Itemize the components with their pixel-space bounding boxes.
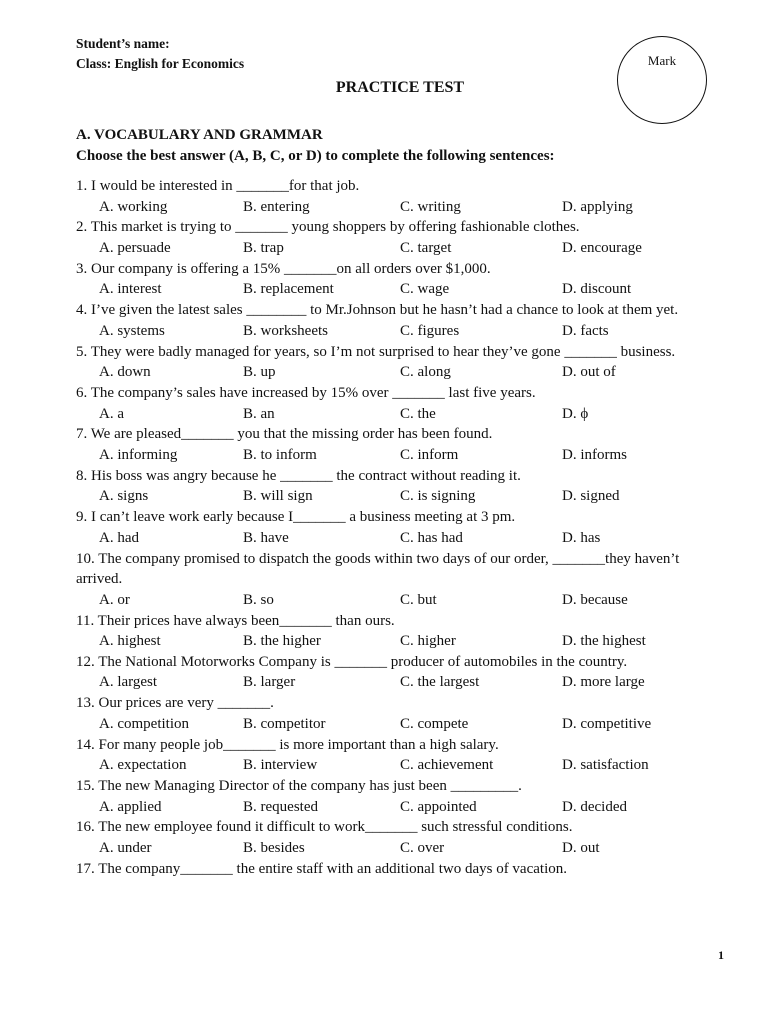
question-list (76, 176, 726, 879)
answer-option-a[interactable]: A. applied (99, 798, 162, 815)
question-text: 11. Their prices have always been_______ than ours. (76, 612, 395, 629)
answer-option-b[interactable]: B. so (243, 591, 274, 608)
question-text: 6. The company’s sales have increased by 15% over _______ last five years. (76, 384, 536, 401)
answer-options (76, 797, 726, 818)
answer-option-c[interactable]: C. compete (400, 715, 469, 732)
answer-option-a[interactable]: A. informing (99, 446, 178, 463)
answer-option-b[interactable]: B. the higher (243, 633, 321, 650)
question-text: 4. I’ve given the latest sales ________ to Mr.Johnson but he hasn’t had a chance to look at them yet. (76, 302, 679, 319)
answer-option-c[interactable]: C. figures (400, 322, 460, 339)
answer-option-a[interactable]: A. interest (99, 281, 162, 298)
answer-option-b[interactable]: B. to inform (243, 446, 317, 463)
class-label: Class: English for Economics (76, 56, 245, 71)
question-text: 14. For many people job_______ is more important than a high salary. (76, 736, 499, 753)
question-12 (76, 652, 726, 693)
question-text: 15. The new Managing Director of the company has just been _________. (76, 778, 522, 795)
answer-options (76, 528, 726, 549)
answer-option-b[interactable]: B. larger (243, 674, 296, 691)
answer-options (76, 362, 726, 383)
answer-option-c[interactable]: C. the largest (400, 674, 480, 691)
student-info (76, 34, 244, 74)
answer-option-b[interactable]: B. entering (243, 198, 310, 215)
answer-option-a[interactable]: A. systems (99, 322, 165, 339)
answer-option-d[interactable]: D. applying (562, 198, 633, 215)
question-14 (76, 735, 726, 776)
question-13 (76, 693, 726, 734)
answer-option-d[interactable]: D. out of (562, 364, 616, 381)
answer-option-d[interactable]: D. signed (562, 488, 620, 505)
answer-option-c[interactable]: C. inform (400, 446, 459, 463)
question-5 (76, 342, 726, 383)
answer-options (76, 714, 726, 735)
answer-option-c[interactable]: C. the (400, 405, 436, 422)
answer-option-d[interactable]: D. out (562, 840, 600, 857)
answer-option-b[interactable]: B. competitor (243, 715, 326, 732)
question-text: 1. I would be interested in _______for that job. (76, 178, 360, 194)
answer-option-c[interactable]: C. but (400, 591, 437, 608)
answer-options (76, 590, 726, 611)
answer-option-c[interactable]: C. along (400, 364, 451, 381)
question-3 (76, 259, 726, 300)
page-number: 1 (718, 948, 724, 962)
answer-option-b[interactable]: B. replacement (243, 281, 334, 298)
answer-option-b[interactable]: B. interview (243, 757, 318, 774)
answer-option-b[interactable]: B. besides (243, 840, 305, 857)
answer-options (76, 197, 726, 218)
student-name-label: Student’s name: (76, 36, 170, 51)
section-header (76, 125, 555, 166)
answer-option-b[interactable]: B. trap (243, 239, 284, 256)
answer-option-c[interactable]: C. has had (400, 529, 463, 546)
question-6 (76, 383, 726, 424)
answer-option-a[interactable]: A. working (99, 198, 168, 215)
question-7 (76, 424, 726, 465)
answer-option-d[interactable]: D. the highest (562, 633, 646, 650)
answer-option-a[interactable]: A. competition (99, 715, 189, 732)
answer-option-b[interactable]: B. worksheets (243, 322, 328, 339)
answer-options (76, 238, 726, 259)
answer-option-c[interactable]: C. higher (400, 633, 456, 650)
answer-option-b[interactable]: B. will sign (243, 488, 313, 505)
mark-label: Mark (647, 53, 677, 68)
answer-options (76, 404, 726, 425)
question-text: 3. Our company is offering a 15% _______on all orders over $1,000. (76, 260, 491, 277)
answer-option-c[interactable]: C. over (400, 840, 445, 857)
answer-option-c[interactable]: C. achievement (400, 757, 494, 774)
answer-options (76, 755, 726, 776)
answer-option-c[interactable]: C. is signing (400, 488, 476, 505)
question-text: 17. The company_______ the entire staff with an additional two days of vacation. (76, 860, 567, 877)
answer-option-d[interactable]: D. satisfaction (562, 757, 649, 774)
answer-option-c[interactable]: C. target (400, 239, 452, 256)
answer-option-d[interactable]: D. more large (562, 674, 645, 691)
answer-option-d[interactable]: D. discount (562, 281, 632, 298)
section-instruction: Choose the best answer (A, B, C, or D) to complete the following sentences: (76, 147, 555, 164)
answer-options (76, 321, 726, 342)
answer-option-d[interactable]: D. ϕ (562, 405, 589, 422)
section-heading: A. VOCABULARY AND GRAMMAR (76, 127, 323, 143)
answer-option-a[interactable]: A. or (99, 591, 130, 608)
question-11 (76, 611, 726, 652)
question-text: 12. The National Motorworks Company is _______ producer of automobiles in the country. (76, 653, 628, 670)
question-text: 9. I can’t leave work early because I_______ a business meeting at 3 pm. (76, 509, 516, 526)
answer-option-a[interactable]: A. down (99, 364, 151, 381)
question-text: 16. The new employee found it difficult to work_______ such stressful conditions. (76, 819, 573, 836)
question-text: 2. This market is trying to _______ young shoppers by offering fashionable clothes. (76, 219, 580, 236)
question-17 (76, 859, 726, 880)
answer-option-a[interactable]: A. highest (99, 633, 161, 650)
answer-options (76, 486, 726, 507)
answer-options (76, 672, 726, 693)
question-4 (76, 300, 726, 341)
answer-option-d[interactable]: D. has (562, 529, 601, 546)
answer-option-c[interactable]: C. wage (400, 281, 450, 298)
question-10 (76, 549, 726, 611)
answer-option-b[interactable]: B. requested (243, 798, 318, 815)
question-1 (76, 176, 726, 217)
question-2 (76, 217, 726, 258)
answer-option-d[interactable]: D. decided (562, 798, 627, 815)
answer-option-d[interactable]: D. informs (562, 446, 627, 463)
answer-option-d[interactable]: D. facts (562, 322, 609, 339)
question-text: 10. The company promised to dispatch the goods within two days of our order, _______they haven’t arrived. (76, 550, 680, 588)
answer-option-c[interactable]: C. appointed (400, 798, 477, 815)
answer-option-a[interactable]: A. a (99, 405, 124, 422)
answer-option-a[interactable]: A. largest (99, 674, 158, 691)
question-16 (76, 817, 726, 858)
question-text: 7. We are pleased_______ you that the missing order has been found. (76, 426, 493, 443)
answer-option-b[interactable]: B. up (243, 364, 276, 381)
page-title: PRACTICE TEST (335, 79, 465, 96)
answer-option-b[interactable]: B. an (243, 405, 275, 422)
answer-option-b[interactable]: B. have (243, 529, 289, 546)
question-8 (76, 466, 726, 507)
question-text: 5. They were badly managed for years, so I’m not surprised to hear they’ve gone _______ business. (76, 343, 676, 360)
answer-options (76, 631, 726, 652)
answer-option-d[interactable]: D. because (562, 591, 628, 608)
answer-option-a[interactable]: A. expectation (99, 757, 187, 774)
answer-option-d[interactable]: D. competitive (562, 715, 652, 732)
question-text: 13. Our prices are very _______. (76, 695, 274, 712)
answer-option-a[interactable]: A. under (99, 840, 152, 857)
answer-options (76, 838, 726, 859)
question-15 (76, 776, 726, 817)
answer-option-a[interactable]: A. signs (99, 488, 149, 505)
answer-option-c[interactable]: C. writing (400, 198, 461, 215)
answer-option-d[interactable]: D. encourage (562, 239, 642, 256)
answer-options (76, 445, 726, 466)
answer-option-a[interactable]: A. had (99, 529, 139, 546)
answer-options (76, 279, 726, 300)
answer-option-a[interactable]: A. persuade (99, 239, 171, 256)
question-9 (76, 507, 726, 548)
question-text: 8. His boss was angry because he _______ the contract without reading it. (76, 467, 521, 484)
